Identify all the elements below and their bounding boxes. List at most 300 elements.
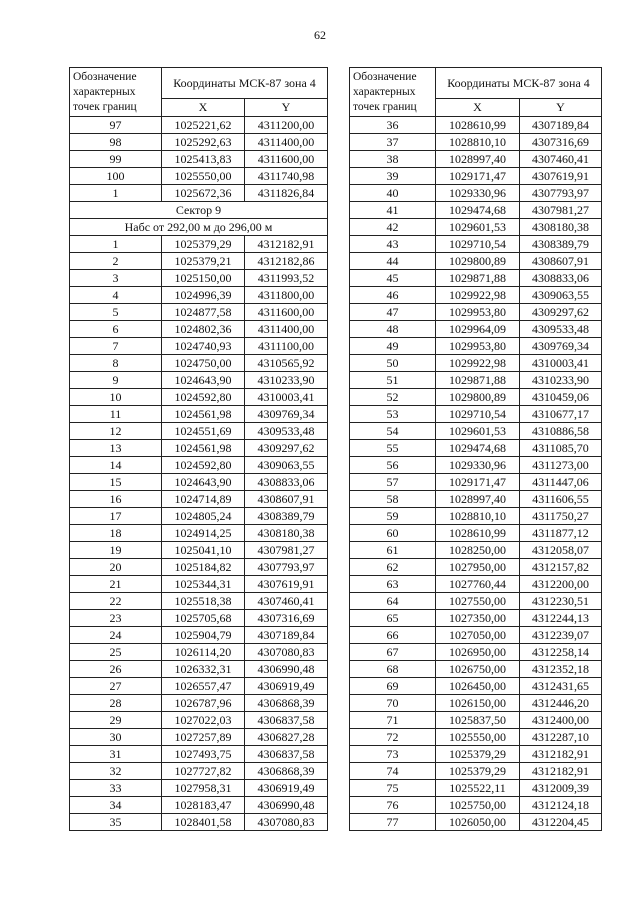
y-coordinate-cell: 4312124,18 (520, 797, 602, 814)
x-coordinate-cell: 1026332,31 (162, 661, 245, 678)
point-number-cell: 11 (70, 406, 162, 423)
table-row (70, 236, 328, 253)
y-coordinate-cell: 4309063,55 (245, 457, 328, 474)
y-coordinate-cell: 4308389,79 (245, 508, 328, 525)
y-coordinate-cell: 4309063,55 (520, 287, 602, 304)
point-number-cell: 14 (70, 457, 162, 474)
point-number-cell: 21 (70, 576, 162, 593)
table-row (70, 185, 328, 202)
table-row (70, 593, 328, 610)
table-row (70, 508, 328, 525)
header-coordinates: Координаты МСК-87 зона 4 (162, 68, 328, 99)
y-coordinate-cell: 4307981,27 (245, 542, 328, 559)
y-coordinate-cell: 4312058,07 (520, 542, 602, 559)
x-coordinate-cell: 1026450,00 (436, 678, 520, 695)
point-number-cell: 28 (70, 695, 162, 712)
table-row (70, 763, 328, 780)
y-coordinate-cell: 4309769,34 (245, 406, 328, 423)
coordinates-table-right (349, 67, 602, 831)
point-number-cell: 40 (350, 185, 436, 202)
table-row (70, 627, 328, 644)
point-number-cell: 9 (70, 372, 162, 389)
table-row (70, 151, 328, 168)
y-coordinate-cell: 4309297,62 (520, 304, 602, 321)
table-row (70, 406, 328, 423)
header-y: Y (520, 99, 602, 117)
table-row (350, 355, 602, 372)
point-number-cell: 33 (70, 780, 162, 797)
y-coordinate-cell: 4311600,00 (245, 151, 328, 168)
point-number-cell: 74 (350, 763, 436, 780)
point-number-cell: 72 (350, 729, 436, 746)
x-coordinate-cell: 1029330,96 (436, 457, 520, 474)
y-coordinate-cell: 4310677,17 (520, 406, 602, 423)
table-row (70, 457, 328, 474)
point-number-cell: 29 (70, 712, 162, 729)
x-coordinate-cell: 1029330,96 (436, 185, 520, 202)
y-coordinate-cell: 4312431,65 (520, 678, 602, 695)
x-coordinate-cell: 1024592,80 (162, 457, 245, 474)
point-number-cell: 58 (350, 491, 436, 508)
point-number-cell: 23 (70, 610, 162, 627)
point-number-cell: 6 (70, 321, 162, 338)
x-coordinate-cell: 1027950,00 (436, 559, 520, 576)
point-number-cell: 51 (350, 372, 436, 389)
header-point-name: Обозначение характерных точек границ (70, 68, 162, 117)
point-number-cell: 8 (70, 355, 162, 372)
table-row (70, 355, 328, 372)
y-coordinate-cell: 4311100,00 (245, 338, 328, 355)
point-number-cell: 53 (350, 406, 436, 423)
header-coordinates: Координаты МСК-87 зона 4 (436, 68, 602, 99)
table-row (70, 525, 328, 542)
y-coordinate-cell: 4308833,06 (245, 474, 328, 491)
x-coordinate-cell: 1024805,24 (162, 508, 245, 525)
table-row (70, 797, 328, 814)
section-title-row (70, 219, 328, 236)
x-coordinate-cell: 1029922,98 (436, 355, 520, 372)
point-number-cell: 44 (350, 253, 436, 270)
point-number-cell: 48 (350, 321, 436, 338)
table-row (70, 304, 328, 321)
y-coordinate-cell: 4311200,00 (245, 117, 328, 134)
x-coordinate-cell: 1025041,10 (162, 542, 245, 559)
point-number-cell: 71 (350, 712, 436, 729)
x-coordinate-cell: 1029871,88 (436, 270, 520, 287)
x-coordinate-cell: 1024643,90 (162, 372, 245, 389)
x-coordinate-cell: 1028810,10 (436, 508, 520, 525)
point-number-cell: 31 (70, 746, 162, 763)
table-row (70, 253, 328, 270)
x-coordinate-cell: 1026150,00 (436, 695, 520, 712)
point-number-cell: 67 (350, 644, 436, 661)
x-coordinate-cell: 1029800,89 (436, 389, 520, 406)
y-coordinate-cell: 4312446,20 (520, 695, 602, 712)
y-coordinate-cell: 4308389,79 (520, 236, 602, 253)
table-row (70, 491, 328, 508)
table-row (350, 287, 602, 304)
table-row (70, 338, 328, 355)
table-row (350, 491, 602, 508)
x-coordinate-cell: 1025413,83 (162, 151, 245, 168)
x-coordinate-cell: 1028997,40 (436, 151, 520, 168)
table-row (70, 780, 328, 797)
y-coordinate-cell: 4311826,84 (245, 185, 328, 202)
point-number-cell: 1 (70, 236, 162, 253)
y-coordinate-cell: 4306868,39 (245, 695, 328, 712)
x-coordinate-cell: 1029474,68 (436, 202, 520, 219)
table-row (70, 559, 328, 576)
point-number-cell: 59 (350, 508, 436, 525)
table-row (350, 627, 602, 644)
y-coordinate-cell: 4307981,27 (520, 202, 602, 219)
x-coordinate-cell: 1025750,00 (436, 797, 520, 814)
y-coordinate-cell: 4312204,45 (520, 814, 602, 831)
y-coordinate-cell: 4308833,06 (520, 270, 602, 287)
point-number-cell: 52 (350, 389, 436, 406)
point-number-cell: 36 (350, 117, 436, 134)
table-row (350, 389, 602, 406)
table-row (70, 695, 328, 712)
table-row (350, 746, 602, 763)
point-number-cell: 5 (70, 304, 162, 321)
y-coordinate-cell: 4306827,28 (245, 729, 328, 746)
point-number-cell: 55 (350, 440, 436, 457)
table-row (350, 797, 602, 814)
y-coordinate-cell: 4309533,48 (520, 321, 602, 338)
x-coordinate-cell: 1025184,82 (162, 559, 245, 576)
x-coordinate-cell: 1024561,98 (162, 440, 245, 457)
point-number-cell: 46 (350, 287, 436, 304)
table-row (350, 253, 602, 270)
point-number-cell: 18 (70, 525, 162, 542)
table-row (350, 423, 602, 440)
table-row (350, 678, 602, 695)
y-coordinate-cell: 4312182,86 (245, 253, 328, 270)
point-number-cell: 68 (350, 661, 436, 678)
table-row (350, 576, 602, 593)
table-row (70, 814, 328, 831)
point-number-cell: 76 (350, 797, 436, 814)
x-coordinate-cell: 1029171,47 (436, 474, 520, 491)
point-number-cell: 57 (350, 474, 436, 491)
y-coordinate-cell: 4312157,82 (520, 559, 602, 576)
table-row (350, 712, 602, 729)
y-coordinate-cell: 4311085,70 (520, 440, 602, 457)
y-coordinate-cell: 4312009,39 (520, 780, 602, 797)
point-number-cell: 73 (350, 746, 436, 763)
y-coordinate-cell: 4311877,12 (520, 525, 602, 542)
point-number-cell: 26 (70, 661, 162, 678)
table-row (70, 440, 328, 457)
table-row (70, 270, 328, 287)
point-number-cell: 69 (350, 678, 436, 695)
y-coordinate-cell: 4312239,07 (520, 627, 602, 644)
table-row (350, 304, 602, 321)
y-coordinate-cell: 4308180,38 (245, 525, 328, 542)
x-coordinate-cell: 1024914,25 (162, 525, 245, 542)
page-number: 62 (314, 28, 326, 42)
point-number-cell: 56 (350, 457, 436, 474)
x-coordinate-cell: 1024714,89 (162, 491, 245, 508)
y-coordinate-cell: 4306990,48 (245, 797, 328, 814)
table-row (350, 559, 602, 576)
x-coordinate-cell: 1027493,75 (162, 746, 245, 763)
table-row (350, 644, 602, 661)
y-coordinate-cell: 4306837,58 (245, 712, 328, 729)
x-coordinate-cell: 1025292,63 (162, 134, 245, 151)
x-coordinate-cell: 1027257,89 (162, 729, 245, 746)
y-coordinate-cell: 4311273,00 (520, 457, 602, 474)
y-coordinate-cell: 4310459,06 (520, 389, 602, 406)
y-coordinate-cell: 4311800,00 (245, 287, 328, 304)
point-number-cell: 77 (350, 814, 436, 831)
table-row (350, 185, 602, 202)
table-row (350, 202, 602, 219)
y-coordinate-cell: 4309533,48 (245, 423, 328, 440)
point-number-cell: 41 (350, 202, 436, 219)
y-coordinate-cell: 4312287,10 (520, 729, 602, 746)
x-coordinate-cell: 1029474,68 (436, 440, 520, 457)
x-coordinate-cell: 1025150,00 (162, 270, 245, 287)
x-coordinate-cell: 1025344,31 (162, 576, 245, 593)
point-number-cell: 22 (70, 593, 162, 610)
x-coordinate-cell: 1025550,00 (436, 729, 520, 746)
y-coordinate-cell: 4307793,97 (245, 559, 328, 576)
table-row (350, 338, 602, 355)
x-coordinate-cell: 1024877,58 (162, 304, 245, 321)
y-coordinate-cell: 4310565,92 (245, 355, 328, 372)
y-coordinate-cell: 4306919,49 (245, 780, 328, 797)
point-number-cell: 25 (70, 644, 162, 661)
y-coordinate-cell: 4306919,49 (245, 678, 328, 695)
header-point-name: Обозначение характерных точек границ (350, 68, 436, 117)
x-coordinate-cell: 1029871,88 (436, 372, 520, 389)
table-row (350, 661, 602, 678)
table-row (70, 644, 328, 661)
table-row (350, 508, 602, 525)
y-coordinate-cell: 4309297,62 (245, 440, 328, 457)
x-coordinate-cell: 1025705,68 (162, 610, 245, 627)
point-number-cell: 54 (350, 423, 436, 440)
header-x: X (162, 99, 245, 117)
table-row (70, 474, 328, 491)
x-coordinate-cell: 1029710,54 (436, 406, 520, 423)
point-number-cell: 43 (350, 236, 436, 253)
table-row (350, 457, 602, 474)
y-coordinate-cell: 4307619,91 (520, 168, 602, 185)
table-row (350, 729, 602, 746)
x-coordinate-cell: 1029601,53 (436, 219, 520, 236)
table-row (350, 270, 602, 287)
point-number-cell: 34 (70, 797, 162, 814)
table-row (350, 406, 602, 423)
y-coordinate-cell: 4307460,41 (245, 593, 328, 610)
y-coordinate-cell: 4312200,00 (520, 576, 602, 593)
section-title: Набс от 292,00 м до 296,00 м (70, 219, 328, 236)
point-number-cell: 7 (70, 338, 162, 355)
x-coordinate-cell: 1029800,89 (436, 253, 520, 270)
y-coordinate-cell: 4311606,55 (520, 491, 602, 508)
table-row (350, 525, 602, 542)
table-row (70, 372, 328, 389)
table-row (350, 695, 602, 712)
y-coordinate-cell: 4311447,06 (520, 474, 602, 491)
x-coordinate-cell: 1025904,79 (162, 627, 245, 644)
y-coordinate-cell: 4310003,41 (520, 355, 602, 372)
x-coordinate-cell: 1025379,21 (162, 253, 245, 270)
y-coordinate-cell: 4308607,91 (520, 253, 602, 270)
table-row (350, 814, 602, 831)
table-row (70, 542, 328, 559)
y-coordinate-cell: 4307189,84 (245, 627, 328, 644)
x-coordinate-cell: 1025522,11 (436, 780, 520, 797)
y-coordinate-cell: 4312352,18 (520, 661, 602, 678)
x-coordinate-cell: 1027727,82 (162, 763, 245, 780)
y-coordinate-cell: 4311750,27 (520, 508, 602, 525)
x-coordinate-cell: 1027022,03 (162, 712, 245, 729)
table-row (350, 780, 602, 797)
point-number-cell: 37 (350, 134, 436, 151)
y-coordinate-cell: 4307316,69 (520, 134, 602, 151)
x-coordinate-cell: 1025550,00 (162, 168, 245, 185)
y-coordinate-cell: 4312400,00 (520, 712, 602, 729)
table-row (350, 117, 602, 134)
y-coordinate-cell: 4312244,13 (520, 610, 602, 627)
point-number-cell: 97 (70, 117, 162, 134)
x-coordinate-cell: 1024740,93 (162, 338, 245, 355)
x-coordinate-cell: 1028810,10 (436, 134, 520, 151)
x-coordinate-cell: 1027050,00 (436, 627, 520, 644)
x-coordinate-cell: 1025379,29 (162, 236, 245, 253)
table-row (350, 151, 602, 168)
y-coordinate-cell: 4310003,41 (245, 389, 328, 406)
x-coordinate-cell: 1029710,54 (436, 236, 520, 253)
table-row (70, 661, 328, 678)
table-row (350, 168, 602, 185)
table-row (70, 168, 328, 185)
table-row (70, 389, 328, 406)
table-row (70, 729, 328, 746)
y-coordinate-cell: 4312182,91 (520, 746, 602, 763)
x-coordinate-cell: 1024802,36 (162, 321, 245, 338)
point-number-cell: 2 (70, 253, 162, 270)
x-coordinate-cell: 1026787,96 (162, 695, 245, 712)
point-number-cell: 70 (350, 695, 436, 712)
table-row (350, 440, 602, 457)
y-coordinate-cell: 4310233,90 (520, 372, 602, 389)
x-coordinate-cell: 1028610,99 (436, 117, 520, 134)
point-number-cell: 99 (70, 151, 162, 168)
x-coordinate-cell: 1026114,20 (162, 644, 245, 661)
y-coordinate-cell: 4306837,58 (245, 746, 328, 763)
y-coordinate-cell: 4307619,91 (245, 576, 328, 593)
y-coordinate-cell: 4309769,34 (520, 338, 602, 355)
table-row (70, 134, 328, 151)
x-coordinate-cell: 1028401,58 (162, 814, 245, 831)
x-coordinate-cell: 1027550,00 (436, 593, 520, 610)
point-number-cell: 17 (70, 508, 162, 525)
point-number-cell: 64 (350, 593, 436, 610)
y-coordinate-cell: 4307316,69 (245, 610, 328, 627)
y-coordinate-cell: 4310886,58 (520, 423, 602, 440)
point-number-cell: 61 (350, 542, 436, 559)
point-number-cell: 42 (350, 219, 436, 236)
point-number-cell: 49 (350, 338, 436, 355)
table-row (350, 542, 602, 559)
y-coordinate-cell: 4312182,91 (245, 236, 328, 253)
x-coordinate-cell: 1028250,00 (436, 542, 520, 559)
x-coordinate-cell: 1025379,29 (436, 763, 520, 780)
section-title: Сектор 9 (70, 202, 328, 219)
table-row (70, 746, 328, 763)
y-coordinate-cell: 4306990,48 (245, 661, 328, 678)
x-coordinate-cell: 1026557,47 (162, 678, 245, 695)
x-coordinate-cell: 1025221,62 (162, 117, 245, 134)
table-row (350, 372, 602, 389)
y-coordinate-cell: 4311600,00 (245, 304, 328, 321)
x-coordinate-cell: 1026750,00 (436, 661, 520, 678)
y-coordinate-cell: 4311993,52 (245, 270, 328, 287)
point-number-cell: 38 (350, 151, 436, 168)
y-coordinate-cell: 4308180,38 (520, 219, 602, 236)
table-row (350, 474, 602, 491)
coordinates-table-left (69, 67, 328, 831)
point-number-cell: 10 (70, 389, 162, 406)
y-coordinate-cell: 4307189,84 (520, 117, 602, 134)
x-coordinate-cell: 1028610,99 (436, 525, 520, 542)
table-row (70, 610, 328, 627)
point-number-cell: 30 (70, 729, 162, 746)
table-row (70, 576, 328, 593)
x-coordinate-cell: 1029922,98 (436, 287, 520, 304)
x-coordinate-cell: 1024592,80 (162, 389, 245, 406)
header-y: Y (245, 99, 328, 117)
x-coordinate-cell: 1024750,00 (162, 355, 245, 372)
y-coordinate-cell: 4307080,83 (245, 644, 328, 661)
point-number-cell: 32 (70, 763, 162, 780)
y-coordinate-cell: 4307460,41 (520, 151, 602, 168)
x-coordinate-cell: 1024561,98 (162, 406, 245, 423)
x-coordinate-cell: 1026950,00 (436, 644, 520, 661)
point-number-cell: 19 (70, 542, 162, 559)
point-number-cell: 1 (70, 185, 162, 202)
x-coordinate-cell: 1028183,47 (162, 797, 245, 814)
y-coordinate-cell: 4312258,14 (520, 644, 602, 661)
y-coordinate-cell: 4306868,39 (245, 763, 328, 780)
x-coordinate-cell: 1027760,44 (436, 576, 520, 593)
point-number-cell: 20 (70, 559, 162, 576)
table-row (350, 593, 602, 610)
point-number-cell: 27 (70, 678, 162, 695)
table-row (70, 423, 328, 440)
x-coordinate-cell: 1027958,31 (162, 780, 245, 797)
table-row (350, 134, 602, 151)
y-coordinate-cell: 4307080,83 (245, 814, 328, 831)
point-number-cell: 65 (350, 610, 436, 627)
x-coordinate-cell: 1025672,36 (162, 185, 245, 202)
x-coordinate-cell: 1029964,09 (436, 321, 520, 338)
point-number-cell: 15 (70, 474, 162, 491)
y-coordinate-cell: 4311740,98 (245, 168, 328, 185)
table-row (350, 236, 602, 253)
point-number-cell: 39 (350, 168, 436, 185)
x-coordinate-cell: 1024996,39 (162, 287, 245, 304)
point-number-cell: 13 (70, 440, 162, 457)
table-row (350, 219, 602, 236)
x-coordinate-cell: 1025379,29 (436, 746, 520, 763)
y-coordinate-cell: 4311400,00 (245, 321, 328, 338)
